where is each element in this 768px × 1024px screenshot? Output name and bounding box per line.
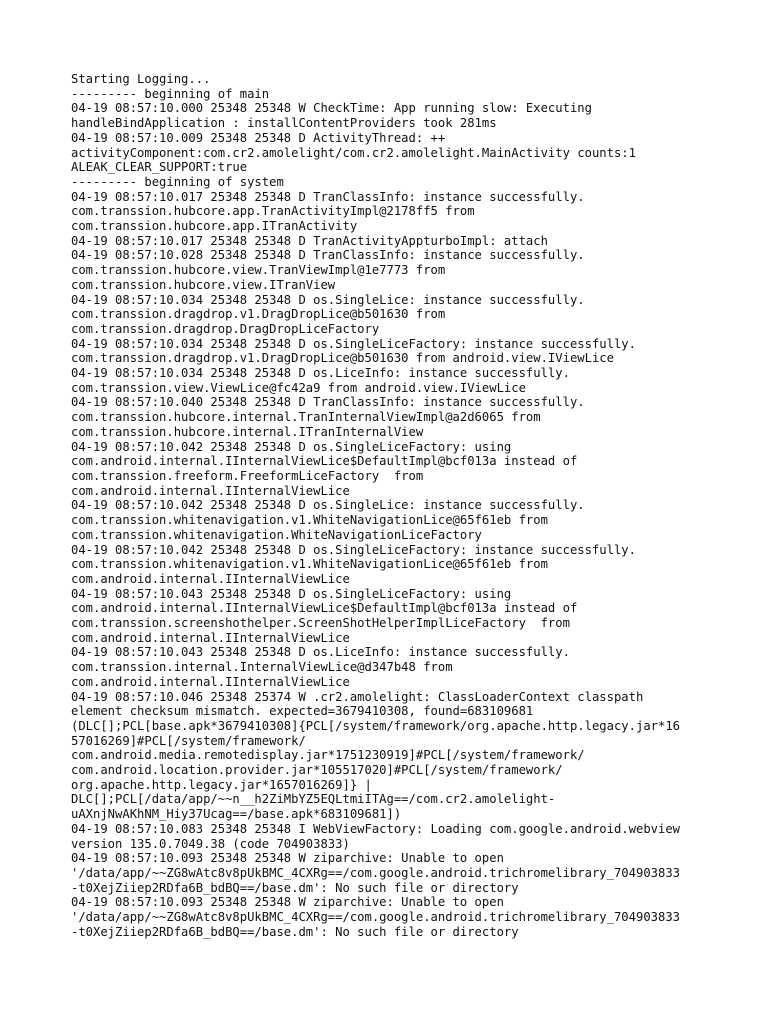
- log-line: com.transsion.hubcore.app.TranActivityImpl@2178ff5 from: [71, 204, 475, 219]
- log-line: (DLC[];PCL[base.apk*3679410308]{PCL[/system/framework/org.apache.http.legacy.jar*16: [71, 718, 681, 733]
- log-line: com.transsion.screenshothelper.ScreenShotHelperImplLiceFactory from: [71, 616, 570, 631]
- log-line: com.transsion.view.ViewLice@fc42a9 from android.view.IViewLice: [71, 380, 526, 395]
- log-line: 04-19 08:57:10.009 25348 25348 D ActivityThread: ++: [71, 130, 446, 145]
- log-line: 04-19 08:57:10.040 25348 25348 D TranClassInfo: instance successfully.: [71, 395, 585, 410]
- log-line: com.android.media.remotedisplay.jar*1751230919]#PCL[/system/framework/: [71, 748, 585, 763]
- log-line: com.transsion.whitenavigation.v1.WhiteNavigationLice@65f61eb from: [71, 557, 548, 572]
- log-line: 04-19 08:57:10.042 25348 25348 D os.SingleLiceFactory: instance successfully.: [71, 542, 636, 557]
- log-line: com.transsion.dragdrop.v1.DragDropLice@b501630 from android.view.IViewLice: [71, 351, 614, 366]
- log-line: activityComponent:com.cr2.amolelight/com.cr2.amolelight.MainActivity counts:1: [71, 145, 636, 160]
- log-line: com.transsion.dragdrop.v1.DragDropLice@b501630 from: [71, 307, 446, 322]
- log-line: 57016269]#PCL[/system/framework/: [71, 733, 306, 748]
- log-line: -t0XejZiiep2RDfa6B_bdBQ==/base.dm': No such file or directory: [71, 880, 519, 895]
- log-line: com.transsion.freeform.FreeformLiceFactory from: [71, 468, 424, 483]
- log-line: 04-19 08:57:10.028 25348 25348 D TranClassInfo: instance successfully.: [71, 248, 585, 263]
- log-line: ALEAK_CLEAR_SUPPORT:true: [71, 160, 248, 175]
- log-line: com.transsion.hubcore.internal.TranInternalViewImpl@a2d6065 from: [71, 410, 541, 425]
- log-line: Starting Logging...: [71, 72, 211, 86]
- log-line: com.transsion.internal.InternalViewLice@d347b48 from: [71, 660, 453, 675]
- log-line: com.transsion.hubcore.app.ITranActivity: [71, 219, 358, 234]
- log-line: com.android.internal.IInternalViewLice: [71, 630, 350, 645]
- log-line: 04-19 08:57:10.034 25348 25348 D os.LiceInfo: instance successfully.: [71, 366, 570, 381]
- log-line: com.transsion.dragdrop.DragDropLiceFactory: [71, 321, 380, 336]
- log-line: 04-19 08:57:10.034 25348 25348 D os.SingleLiceFactory: instance successfully.: [71, 336, 636, 351]
- log-line: element checksum mismatch. expected=3679410308, found=683109681: [71, 704, 534, 719]
- log-line: 04-19 08:57:10.000 25348 25348 W CheckTime: App running slow: Executing: [71, 101, 592, 116]
- log-line: DLC[];PCL[/data/app/~~n__h2ZiMbYZ5EQLtmiITAg==/com.cr2.amolelight-: [71, 792, 556, 807]
- log-line: com.android.internal.IInternalViewLice: [71, 571, 350, 586]
- log-line: handleBindApplication : installContentProviders took 281ms: [71, 116, 497, 131]
- log-line: 04-19 08:57:10.042 25348 25348 D os.SingleLiceFactory: using: [71, 439, 512, 454]
- log-line: 04-19 08:57:10.046 25348 25374 W .cr2.amolelight: ClassLoaderContext classpath: [71, 689, 644, 704]
- log-line: com.android.internal.IInternalViewLice: [71, 674, 350, 689]
- log-line: 04-19 08:57:10.043 25348 25348 D os.LiceInfo: instance successfully.: [71, 645, 570, 660]
- log-line: 04-19 08:57:10.043 25348 25348 D os.SingleLiceFactory: using: [71, 586, 512, 601]
- log-line: -t0XejZiiep2RDfa6B_bdBQ==/base.dm': No such file or directory: [71, 924, 519, 939]
- log-line: com.transsion.hubcore.view.TranViewImpl@1e7773 from: [71, 263, 446, 278]
- log-output: [71, 72, 711, 939]
- log-line: 04-19 08:57:10.017 25348 25348 D TranActivityAppturboImpl: attach: [71, 233, 548, 248]
- log-line: version 135.0.7049.38 (code 704903833): [71, 836, 350, 851]
- log-line: com.android.internal.IInternalViewLice: [71, 483, 350, 498]
- log-line: 04-19 08:57:10.017 25348 25348 D TranClassInfo: instance successfully.: [71, 189, 585, 204]
- log-line: com.android.location.provider.jar*105517020]#PCL[/system/framework/: [71, 763, 563, 778]
- log-line: --------- beginning of system: [71, 174, 284, 189]
- log-line: com.transsion.hubcore.view.ITranView: [71, 277, 336, 292]
- log-line: 04-19 08:57:10.093 25348 25348 W ziparchive: Unable to open: [71, 895, 504, 910]
- log-line: com.transsion.whitenavigation.WhiteNavigationLiceFactory: [71, 527, 482, 542]
- log-line: uAXnjNwAKhNM_Hiy37Ucag==/base.apk*683109681]): [71, 807, 402, 822]
- log-line: 04-19 08:57:10.034 25348 25348 D os.SingleLice: instance successfully.: [71, 292, 585, 307]
- log-line: --------- beginning of main: [71, 86, 270, 101]
- log-line: '/data/app/~~ZG8wAtc8v8pUkBMC_4CXRg==/com.google.android.trichromelibrary_704903833: [71, 910, 681, 925]
- log-line: com.transsion.whitenavigation.v1.WhiteNavigationLice@65f61eb from: [71, 513, 548, 528]
- log-line: 04-19 08:57:10.042 25348 25348 D os.SingleLice: instance successfully.: [71, 498, 585, 513]
- log-line: org.apache.http.legacy.jar*1657016269]} |: [71, 777, 372, 792]
- log-line: 04-19 08:57:10.083 25348 25348 I WebViewFactory: Loading com.google.android.webview: [71, 821, 681, 836]
- log-line: com.transsion.hubcore.internal.ITranInternalView: [71, 424, 424, 439]
- log-line: com.android.internal.IInternalViewLice$DefaultImpl@bcf013a instead of: [71, 601, 578, 616]
- log-line: com.android.internal.IInternalViewLice$DefaultImpl@bcf013a instead of: [71, 454, 578, 469]
- log-line: '/data/app/~~ZG8wAtc8v8pUkBMC_4CXRg==/com.google.android.trichromelibrary_704903833: [71, 865, 681, 880]
- log-line: 04-19 08:57:10.093 25348 25348 W ziparchive: Unable to open: [71, 851, 504, 866]
